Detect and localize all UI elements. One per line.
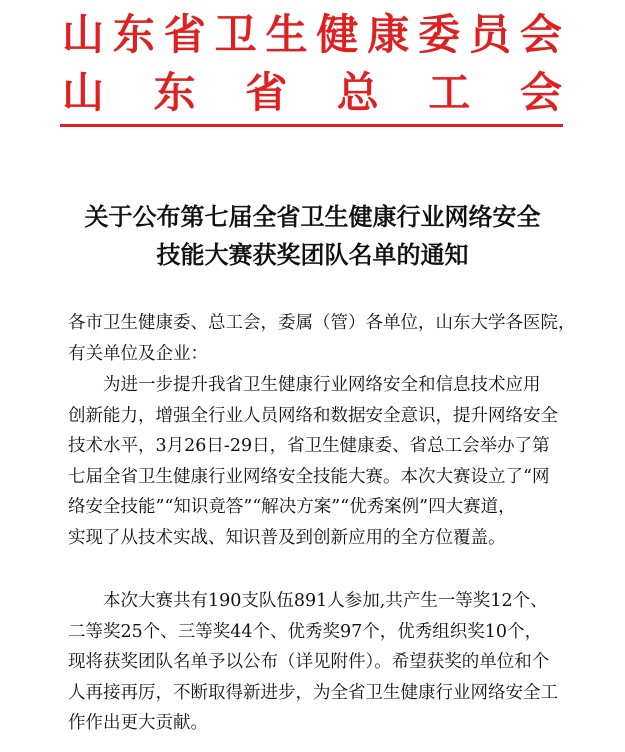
letterhead-char: 山 [62, 10, 105, 59]
letterhead-char: 省 [245, 68, 288, 117]
letterhead-char: 东 [153, 68, 196, 117]
paragraph-2 [68, 586, 558, 739]
text-line: 人再接再厉，不断取得新进步，为全省卫生健康行业网络安全工 [68, 682, 558, 703]
letterhead-char: 健 [316, 10, 359, 59]
text-line: 现将获奖团队名单予以公布（详见附件）。希望获奖的单位和个 [68, 652, 550, 672]
text-line: 有关单位及企业： [68, 343, 208, 364]
letterhead-char: 总 [336, 68, 379, 117]
addressee [68, 308, 576, 369]
letterhead-divider [60, 124, 563, 127]
org-name-health-commission [62, 10, 562, 60]
notice-title-line-1: 关于公布第七届全省卫生健康行业网络安全 [84, 202, 541, 231]
letterhead-char: 东 [112, 10, 155, 59]
letterhead-char: 会 [519, 68, 562, 117]
letterhead-char: 卫 [214, 10, 257, 59]
notice-title-line-2: 技能大赛获奖团队名单的通知 [156, 240, 469, 269]
letterhead-char: 山 [62, 68, 105, 117]
letterhead [62, 10, 562, 118]
text-line: 七届全省卫生健康行业网络安全技能大赛。本次大赛设立了“网 [68, 466, 550, 487]
letterhead-char: 员 [469, 10, 512, 59]
text-line: 二等奖25个、三等奖44个、优秀奖97个，优秀组织奖10个， [68, 621, 543, 642]
org-name-trade-union [62, 68, 562, 118]
letterhead-char: 会 [519, 10, 562, 59]
text-line: 实现了从技术实战、知识普及到创新应用的全方位覆盖。 [68, 527, 506, 548]
text-line: 本次大赛共有190支队伍891人参加,共产生一等奖12个、 [103, 591, 548, 611]
letterhead-char: 生 [265, 10, 308, 59]
text-line: 各市卫生健康委、总工会，委属（管）各单位，山东大学各医院， [68, 313, 576, 333]
letterhead-char: 康 [367, 10, 410, 59]
letterhead-char: 省 [163, 10, 206, 59]
text-line: 技术水平，3月26日-29日，省卫生健康委、省总工会举办了第 [68, 436, 550, 456]
text-line: 作作出更大贡献。 [68, 713, 208, 733]
letterhead-char: 工 [428, 68, 471, 117]
text-line: 络安全技能”“知识竟答”“解决方案”“优秀案例”四大赛道， [68, 497, 516, 517]
text-line: 创新能力，增强全行业人员网络和数据安全意识，提升网络安全 [68, 405, 558, 426]
paragraph-1 [68, 370, 558, 553]
text-line: 为进一步提升我省卫生健康行业网络安全和信息技术应用 [103, 375, 541, 395]
letterhead-char: 委 [418, 10, 461, 59]
